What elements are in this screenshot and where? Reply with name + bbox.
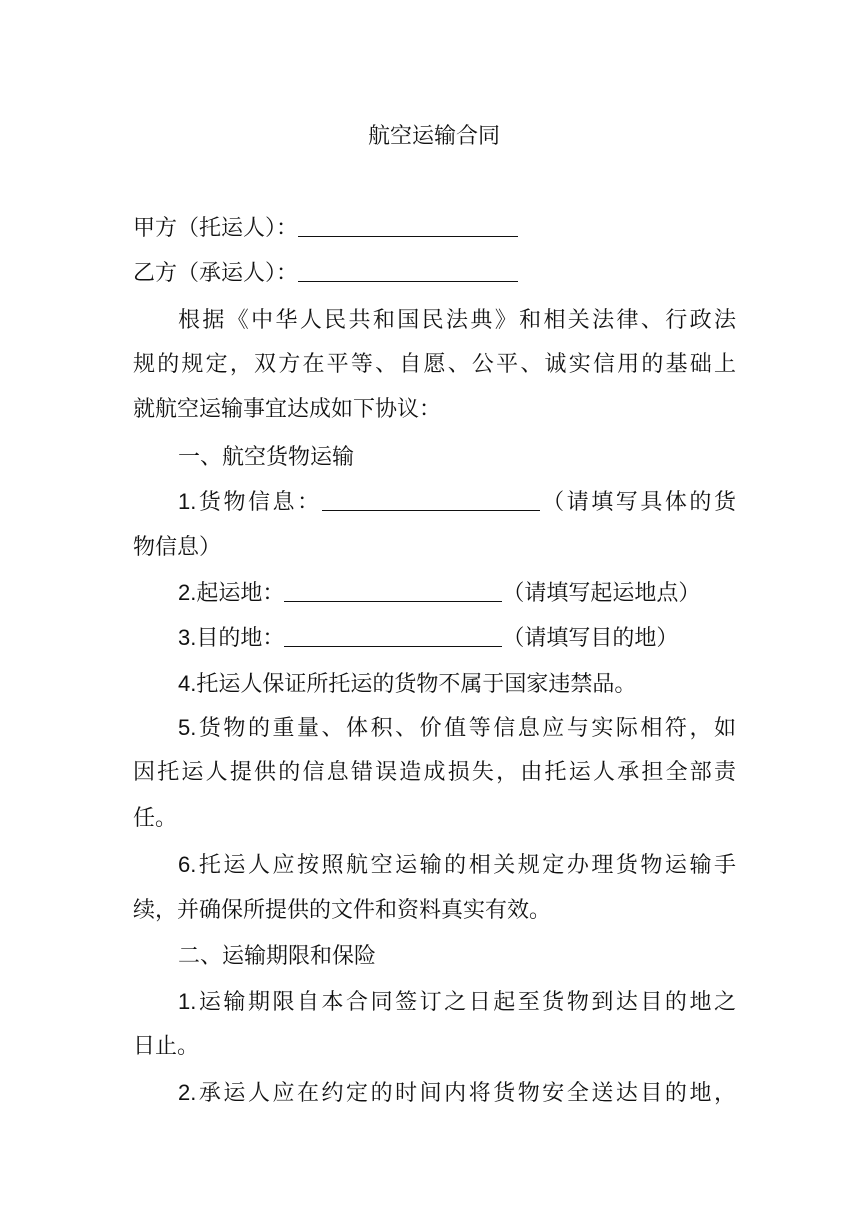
s2-item-1-line-1 <box>178 987 736 1018</box>
party-b-blank[interactable] <box>298 259 518 282</box>
s1-item-1-line-2: 物信息） <box>133 535 222 560</box>
s1-item-4 <box>178 669 636 700</box>
party-b-label: 乙方（承运人）： <box>133 261 299 286</box>
s1-item-6-text: 托运人应按照航空运输的相关规定办理货物运输手 <box>196 853 736 878</box>
s1-item-5-line-2: 因托运人提供的信息错误造成损失，由托运人承担全部责 <box>133 760 736 785</box>
s1-item-1-number: 1. <box>178 489 197 514</box>
contract-title: 航空运输合同 <box>367 124 500 149</box>
section-2-heading: 二、运输期限和保险 <box>178 944 377 969</box>
s2-item-2-number: 2. <box>178 1080 197 1105</box>
intro-line-2: 规的规定，双方在平等、自愿、公平、诚实信用的基础上 <box>133 352 736 377</box>
s1-item-5-text: 货物的重量、体积、价值等信息应与实际相符，如 <box>196 716 736 741</box>
s1-item-3 <box>178 623 678 654</box>
s1-item-2 <box>178 578 700 609</box>
party-a-line <box>133 214 518 244</box>
s1-item-6-line-1 <box>178 850 736 881</box>
s2-item-2 <box>178 1078 736 1109</box>
intro-line-1: 根据《中华人民共和国民法典》和相关法律、行政法 <box>178 308 736 333</box>
s1-item-3-number: 3. <box>178 625 197 650</box>
s1-item-1-note: （请填写具体的货 <box>539 490 736 515</box>
s2-item-2-text: 承运人应在约定的时间内将货物安全送达目的地， <box>196 1081 736 1106</box>
s1-item-6-number: 6. <box>178 852 197 877</box>
s1-item-4-number: 4. <box>178 671 197 696</box>
s2-item-1-text: 运输期限自本合同签订之日起至货物到达目的地之 <box>196 990 736 1015</box>
s1-item-2-number: 2. <box>178 580 197 605</box>
s1-item-1-line-1 <box>178 487 736 518</box>
cargo-info-blank[interactable] <box>322 488 540 511</box>
s1-item-2-label: 起运地： <box>196 581 285 606</box>
s1-item-5-number: 5. <box>178 715 197 740</box>
s1-item-2-note: （请填写起运地点） <box>502 581 701 606</box>
s1-item-3-label: 目的地： <box>196 626 285 651</box>
section-1-heading: 一、航空货物运输 <box>178 445 355 470</box>
party-b-line <box>133 259 518 289</box>
s1-item-4-text: 托运人保证所托运的货物不属于国家违禁品。 <box>196 672 637 697</box>
origin-blank[interactable] <box>284 579 502 602</box>
s2-item-1-number: 1. <box>178 989 197 1014</box>
intro-line-3: 就航空运输事宜达成如下协议： <box>133 397 442 422</box>
s1-item-1-label: 货物信息： <box>196 490 322 515</box>
s1-item-3-note: （请填写目的地） <box>502 626 679 651</box>
party-a-blank[interactable] <box>298 214 518 237</box>
s2-item-1-line-2: 日止。 <box>133 1034 200 1059</box>
destination-blank[interactable] <box>284 624 502 647</box>
party-a-label: 甲方（托运人）： <box>133 216 299 241</box>
s1-item-6-line-2: 续，并确保所提供的文件和资料真实有效。 <box>133 898 552 923</box>
s1-item-5-line-3: 任。 <box>133 806 178 831</box>
s1-item-5-line-1 <box>178 713 736 744</box>
